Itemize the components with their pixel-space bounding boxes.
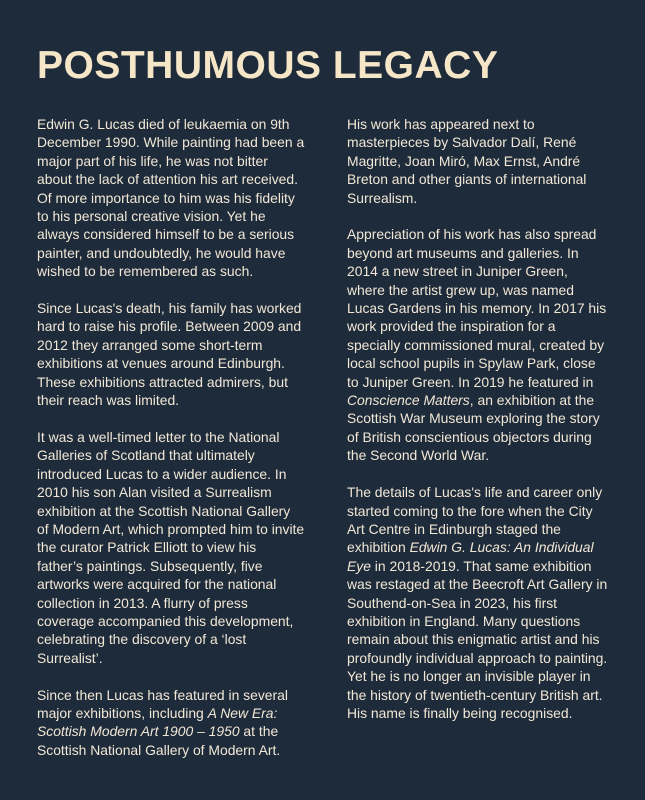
right-column [347, 115, 609, 722]
text-segment: at the Scottish National Gallery of Modern Art. [37, 723, 281, 758]
text-segment: Appreciation of his work has also spread beyond art museums and galleries. In 2014 a new street in Juniper Green, where the artist grew up, was named Lucas Gardens in his memory. In 2017 his work provided the inspiration for a specially commissioned mural, created by local school pupils in Spylaw Park, close to Juniper Green. In 2019 he featured in [347, 226, 607, 390]
text-segment: Since then Lucas has featured in several major exhibitions, including [37, 686, 288, 721]
paragraph-career-details [347, 483, 609, 722]
paragraph-family-efforts: Since Lucas's death, his family has worked hard to raise his profile. Between 2009 and 2012 they arranged some short-term exhibitions at venues around Edinburgh. These exhibitions attracted admirers, but their reach was limited. [37, 300, 302, 409]
paragraph-appreciation [347, 225, 609, 464]
left-column [37, 115, 305, 759]
paragraph-exhibitions [37, 686, 305, 760]
paragraph-surrealists: His work has appeared next to masterpieces by Salvador Dalí, René Magritte, Joan Miró, Max Ernst, André Breton and other giants of international Surrealism. [347, 116, 587, 206]
exhibition-title: Edwin G. Lucas: An Individual Eye [347, 539, 594, 574]
paragraph-death: Edwin G. Lucas died of leukaemia on 9th December 1990. While painting had been a major part of his life, he was not bitter about the lack of attention his art received. Of more importance to him was his fidelity to his personal creative vision. Yet he always considered himself to be a serious painter, and undoubtedly, he would have wished to be remembered as such. [37, 116, 305, 280]
paragraph-national-galleries: It was a well-timed letter to the National Galleries of Scotland that ultimately introduced Lucas to a wider audience. In 2010 his son Alan visited a Surrealism exhibition at the Scottish National Gallery of Modern Art, which prompted him to invite the curator Patrick Elliott to view his father’s paintings. Subsequently, five artworks were acquired for the national collection in 2013. A flurry of press coverage accompanied this development, celebrating the discovery of a ‘lost Surrealist’. [37, 428, 305, 666]
page-title: POSTHUMOUS LEGACY [37, 44, 499, 87]
text-segment: , an exhibition at the Scottish War Museum exploring the story of British conscientious objectors during the Second World War. [347, 392, 600, 464]
text-segment: The details of Lucas's life and career only started coming to the fore when the City Art Centre in Edinburgh staged the exhibition [347, 484, 603, 556]
text-segment: in 2018-2019. That same exhibition was restaged at the Beecroft Art Gallery in Southend-on-Sea in 2023, his first exhibition in England. Many questions remain about this enigmatic artist and his profoundly individual approach to painting. Yet he is no longer an invisible player in the history of twentieth-century British art. His name is finally being recognised. [347, 557, 608, 721]
exhibition-title: Conscience Matters [347, 392, 470, 409]
exhibition-title: A New Era: Scottish Modern Art 1900 – 1950 [37, 704, 278, 740]
